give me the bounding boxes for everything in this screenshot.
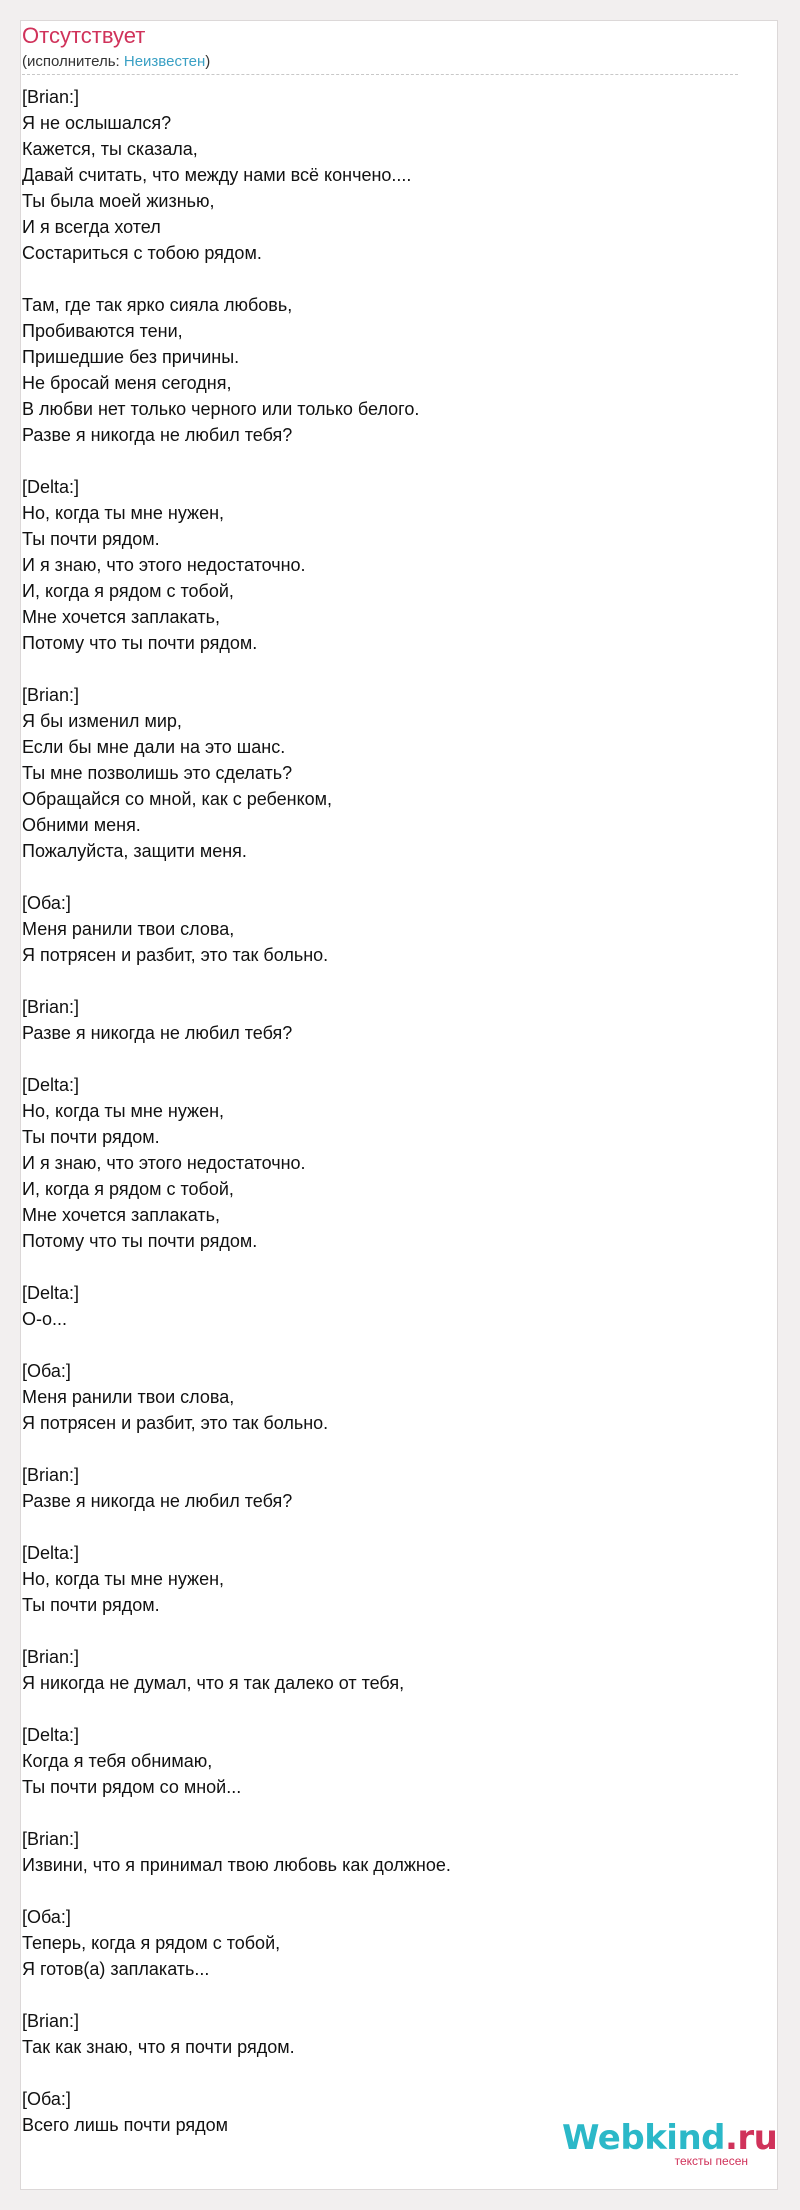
lyric-line: Я не ослышался?	[22, 113, 172, 133]
stanza-gap	[22, 1982, 738, 2008]
stanza-gap	[22, 864, 738, 890]
lyric-line: Но, когда ты мне нужен,	[22, 503, 225, 523]
lyric-line: Мне хочется заплакать,	[22, 607, 220, 627]
lyric-line: И я знаю, что этого недостаточно.	[22, 555, 306, 575]
lyric-line: Ты почти рядом.	[22, 529, 160, 549]
stanza-gap	[22, 2060, 738, 2086]
stanza-gap	[22, 1436, 738, 1462]
stanza-gap	[22, 1514, 738, 1540]
lyric-line: [Оба:]	[22, 893, 71, 913]
artist-prefix: (исполнитель:	[22, 53, 124, 70]
lyric-line: Если бы мне дали на это шанс.	[22, 737, 286, 757]
lyric-line: В любви нет только черного или только белого.	[22, 399, 420, 419]
lyric-line: Потому что ты почти рядом.	[22, 633, 258, 653]
lyric-line: [Delta:]	[22, 1543, 80, 1563]
lyric-line: [Delta:]	[22, 1283, 80, 1303]
lyric-line: Обращайся со мной, как с ребенком,	[22, 789, 333, 809]
lyric-line: [Brian:]	[22, 1829, 80, 1849]
logo-brand-main: Webkind	[562, 2118, 725, 2158]
lyric-line: Пожалуйста, защити меня.	[22, 841, 247, 861]
stanza-gap	[22, 1696, 738, 1722]
lyric-line: [Brian:]	[22, 1465, 80, 1485]
lyric-line: Я потрясен и разбит, это так больно.	[22, 945, 329, 965]
lyric-line: Я никогда не думал, что я так далеко от тебя,	[22, 1673, 405, 1693]
lyric-line: [Оба:]	[22, 2089, 71, 2109]
stanza-gap	[22, 1800, 738, 1826]
lyric-line: Пробиваются тени,	[22, 321, 183, 341]
lyric-line: И я знаю, что этого недостаточно.	[22, 1153, 306, 1173]
webkind-logo[interactable]	[562, 2118, 778, 2168]
artist-line	[22, 52, 210, 72]
stanza-gap	[22, 1332, 738, 1358]
stanza-gap	[22, 656, 738, 682]
stanza-gap	[22, 1046, 738, 1072]
lyric-line: Состариться с тобою рядом.	[22, 243, 262, 263]
lyric-line: Я потрясен и разбит, это так больно.	[22, 1413, 329, 1433]
lyric-line: [Brian:]	[22, 997, 80, 1017]
lyric-line: Я готов(а) заплакать...	[22, 1959, 210, 1979]
lyric-line: [Brian:]	[22, 87, 80, 107]
lyric-line: Но, когда ты мне нужен,	[22, 1569, 225, 1589]
lyrics-text	[22, 84, 738, 2138]
lyric-line: Не бросай меня сегодня,	[22, 373, 232, 393]
lyric-line: Кажется, ты сказала,	[22, 139, 198, 159]
lyric-line: [Brian:]	[22, 2011, 80, 2031]
logo-wordmark	[562, 2118, 778, 2158]
logo-tagline: тексты песен	[674, 2154, 748, 2168]
lyric-line: И, когда я рядом с тобой,	[22, 1179, 234, 1199]
lyric-line: [Brian:]	[22, 1647, 80, 1667]
lyric-line: Ты почти рядом со мной...	[22, 1777, 242, 1797]
lyric-line: Я бы изменил мир,	[22, 711, 182, 731]
lyric-line: [Оба:]	[22, 1907, 71, 1927]
stanza-gap	[22, 968, 738, 994]
lyric-line: Пришедшие без причины.	[22, 347, 240, 367]
lyric-line: [Brian:]	[22, 685, 80, 705]
lyric-line: [Delta:]	[22, 477, 80, 497]
lyric-line: Теперь, когда я рядом с тобой,	[22, 1933, 281, 1953]
lyric-line: Там, где так ярко сияла любовь,	[22, 295, 293, 315]
lyric-line: Разве я никогда не любил тебя?	[22, 425, 293, 445]
lyric-line: Так как знаю, что я почти рядом.	[22, 2037, 295, 2057]
lyric-line: Ты почти рядом.	[22, 1127, 160, 1147]
lyric-line: Ты была моей жизнью,	[22, 191, 215, 211]
lyric-line: Извини, что я принимал твою любовь как должное.	[22, 1855, 451, 1875]
lyric-line: [Delta:]	[22, 1075, 80, 1095]
title-divider	[22, 74, 738, 75]
lyric-line: Меня ранили твои слова,	[22, 1387, 235, 1407]
lyric-line: Но, когда ты мне нужен,	[22, 1101, 225, 1121]
stanza-gap	[22, 266, 738, 292]
stanza-gap	[22, 1618, 738, 1644]
artist-link[interactable]: Неизвестен	[123, 53, 206, 70]
lyric-line: Давай считать, что между нами всё кончено....	[22, 165, 412, 185]
stanza-gap	[22, 1254, 738, 1280]
lyric-line: Всего лишь почти рядом	[22, 2115, 229, 2135]
stanza-gap	[22, 448, 738, 474]
lyric-line: Потому что ты почти рядом.	[22, 1231, 258, 1251]
lyric-line: Меня ранили твои слова,	[22, 919, 235, 939]
lyric-line: Когда я тебя обнимаю,	[22, 1751, 213, 1771]
lyric-line: Ты мне позволишь это сделать?	[22, 763, 293, 783]
lyric-line: Разве я никогда не любил тебя?	[22, 1491, 293, 1511]
lyric-line: И я всегда хотел	[22, 217, 161, 237]
stanza-gap	[22, 1878, 738, 1904]
lyric-line: Обними меня.	[22, 815, 141, 835]
lyric-line: И, когда я рядом с тобой,	[22, 581, 234, 601]
lyric-line: Ты почти рядом.	[22, 1595, 160, 1615]
logo-brand-tld: .ru	[725, 2118, 778, 2158]
lyric-line: Разве я никогда не любил тебя?	[22, 1023, 293, 1043]
lyric-line: [Delta:]	[22, 1725, 80, 1745]
lyric-line: Мне хочется заплакать,	[22, 1205, 220, 1225]
artist-suffix: )	[205, 53, 211, 70]
lyric-line: [Оба:]	[22, 1361, 71, 1381]
lyric-line: О-о...	[22, 1309, 68, 1329]
song-title: Отсутствует	[22, 23, 146, 48]
